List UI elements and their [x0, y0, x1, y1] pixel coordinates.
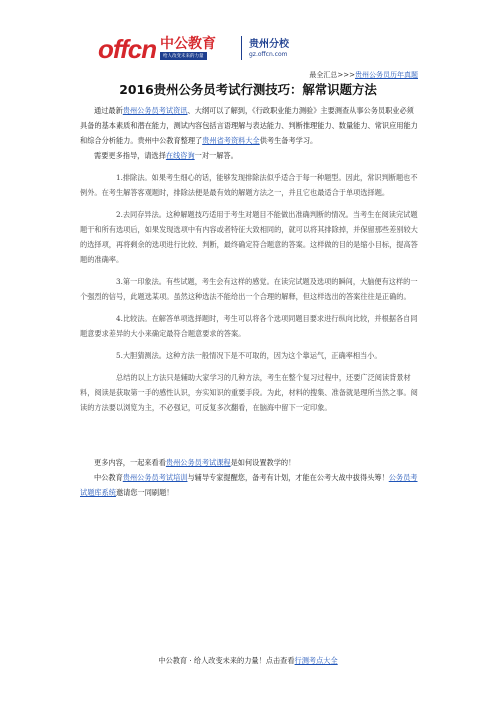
summary-prefix: 最全汇总>>> — [309, 71, 355, 79]
method-paragraph: 1.排除法。如果考生细心的话，能够发现排除法似乎适合于每一种题型。因此，常识判断题也不例外。在考生解答客观题时，排除法便是最有效的解题方法之一，并且它也最适合于单项选择题。 — [80, 173, 418, 197]
training-paragraph — [80, 470, 420, 500]
intro-text: 供考生备考学习。 — [259, 136, 318, 145]
training-text: 中公教育 — [94, 473, 123, 482]
summary-paragraph: 总结的以上方法只是辅助大家学习的几种方法，考生在整个复习过程中，还要广泛阅读背景材料，阅读是获取第一手的感性认识，夯实知识的重要手段。为此，材料的搜集、准备就是理所当然之事。阅读的方法要以浏览为主，不必强记，可反复多次翻看，在脑海中留下一定印象。 — [80, 373, 418, 412]
branch-name: 贵州分校 — [249, 39, 289, 50]
more-text: 是如何设置教学的！ — [230, 458, 296, 467]
site-header — [98, 30, 418, 70]
header-divider — [241, 36, 242, 60]
consult-paragraph — [80, 148, 420, 163]
logo-slogan: 给人改变未来的力量 — [160, 52, 207, 60]
more-paragraph — [80, 455, 420, 470]
training-text: 与辅导专家提醒您，备考有计划，才能在公考大战中拔得头筹！ — [187, 473, 389, 482]
method-paragraph: 4.比较法。在解答单项选择题时，考生可以将各个选项同题目要求进行纵向比较，并根据各自同题意要求差异的大小来确定最符合题意要求的答案。 — [80, 314, 418, 338]
method-paragraph: 3.第一印象法。有些试题，考生会有这样的感觉。在读完试题及选项的瞬间，大脑便有这样的一个强烈的信号，此题选某项。虽然这种选法不能给出一个合理的解释，但这样选出的答案往往是正确的。 — [80, 277, 418, 301]
summary-link[interactable]: 贵州公务员历年真题 — [355, 71, 418, 79]
online-consult-link[interactable]: 在线咨询 — [165, 151, 195, 160]
consult-text: 一对一解答。 — [194, 151, 238, 160]
footer-text: 中公教育 · 给人改变未来的力量！点击查看 — [158, 656, 295, 665]
offcn-logo[interactable]: offcn — [98, 34, 157, 64]
more-text: 更多内容，一起来看看 — [94, 458, 166, 467]
footer-link[interactable]: 行测考点大全 — [294, 656, 338, 665]
exam-course-link[interactable]: 贵州公务员考试课程 — [165, 458, 231, 467]
consult-text: 需要更多指导，请选择 — [94, 151, 166, 160]
article-body — [80, 103, 420, 500]
exam-training-link[interactable]: 贵州公务员考试培训 — [122, 473, 188, 482]
method-paragraph: 2.去同存异法。这种解题技巧适用于考生对题目不能做出准确判断的情况。当考生在阅读完试题题干和所有选项后，如果发现选项中有内容或者特征大致相同的，就可以将其排除掉，并保留那些差别较大的选择项，再将剩余的选项进行比较、判断，最终确定符合题意的答案。这样做的目的是缩小目标，提高答题的准确率。 — [80, 210, 418, 264]
training-text: 邀请您一同刷题！ — [115, 488, 174, 497]
page-title: 2016贵州公务员考试行测技巧：解常识题方法 — [119, 82, 377, 97]
branch-domain: gz.offcn.com — [249, 51, 288, 58]
logo-brand-name: 中公教育 — [160, 36, 216, 52]
method-paragraph: 5.大胆猜测法。这种方法一般情况下是不可取的，因为这个靠运气，正确率相当小。 — [116, 351, 382, 360]
summary-line — [309, 70, 418, 80]
exam-news-link[interactable]: 贵州公务员考试资讯 — [122, 106, 188, 115]
intro-text: 通过最新 — [94, 106, 123, 115]
exam-materials-link[interactable]: 贵州省考资料大全 — [202, 136, 260, 145]
question-bank-link[interactable]: 公务员考试题库系统 — [80, 473, 418, 497]
intro-text: 、大纲可以了解到，《行政职业能力测验》主要测查从事公务员职业必须具备的基本素质和潜在能力，测试内容包括言语理解与表达能力、判断推理能力、数量能力、常识应用能力和综合分析能力。贵州中公教育整理了 — [80, 106, 418, 145]
page-footer — [0, 656, 496, 666]
intro-paragraph — [80, 103, 420, 148]
